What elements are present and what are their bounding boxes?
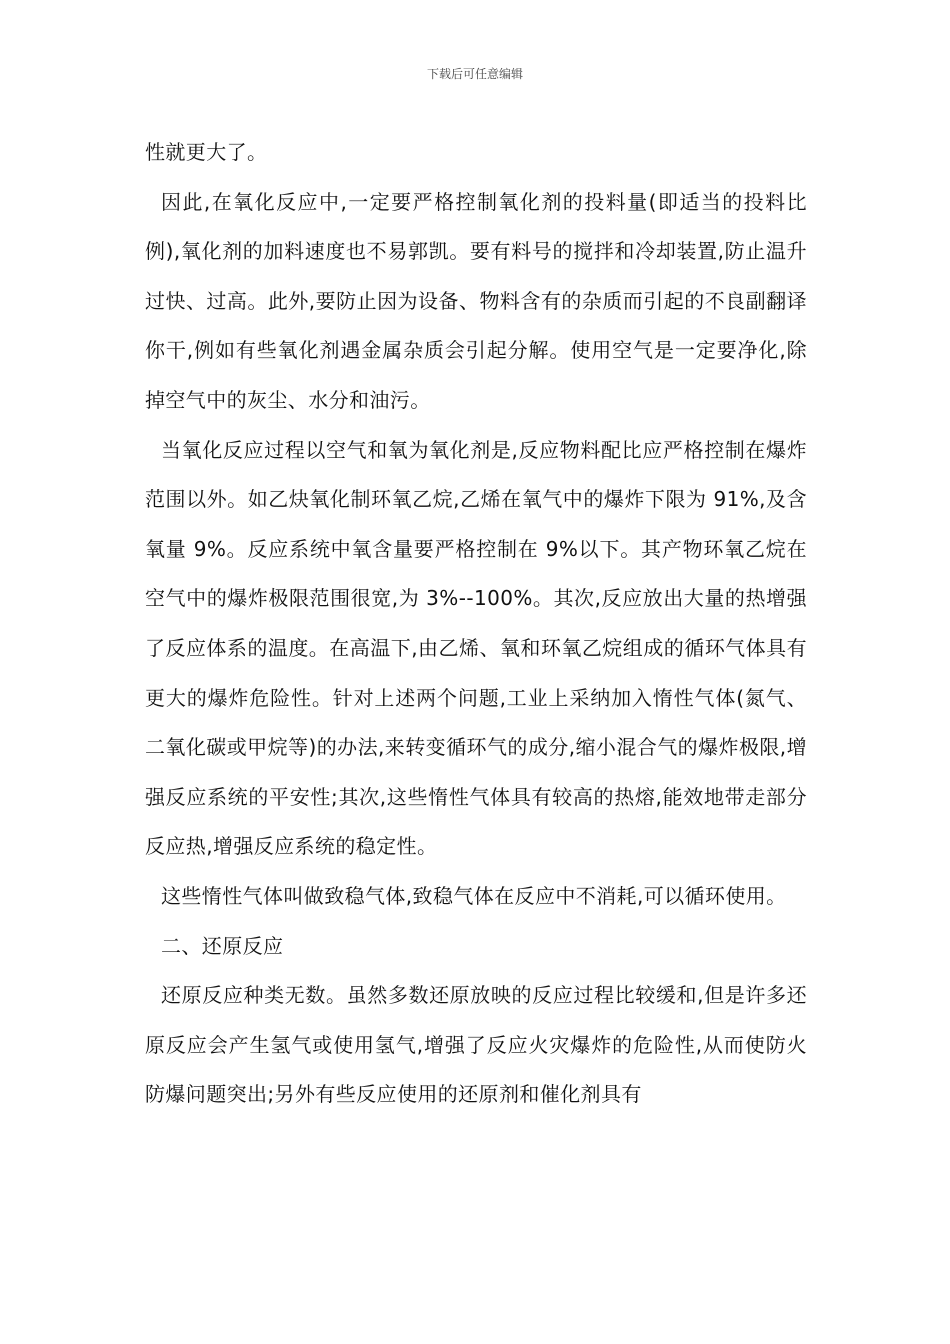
section-heading-reduction: 二、还原反应	[161, 933, 284, 958]
paragraph-oxidation-control: 因此,在氧化反应中,一定要严格控制氧化剂的投料量(即适当的投料比例),氧化剂的加料速度也不易郭凯。要有料号的搅拌和冷却装置,防止温升过快、过高。此外,要防止因为设备、物料含有的杂质而引起的不良副翻译你干,例如有些氧化剂遇金属杂质会引起分解。使用空气是一定要净化,除掉空气中的灰尘、水分和油污。	[145, 189, 807, 412]
paragraph-oxygen-oxidant: 当氧化反应过程以空气和氧为氧化剂是,反应物料配比应严格控制在爆炸范围以外。如乙炔氧化制环氧乙烷,乙烯在氧气中的爆炸下限为 91%,及含氧量 9%。反应系统中氧含量要严格控制在 9%以下。其产物环氧乙烷在空气中的爆炸极限范围很宽,为 3%--100%。其次,反应放出大量的热增强了反应体系的温度。在高温下,由乙烯、氧和环氧乙烷组成的循环气体具有更大的爆炸危险性。针对上述两个问题,工业上采纳加入惰性气体(氮气、二氧化碳或甲烷等)的办法,来转变循环气的成分,缩小混合气的爆炸极限,增强反应系统的平安性;其次,这些惰性气体具有较高的热熔,能效地带走部分反应热,增强反应系统的稳定性。	[145, 437, 807, 859]
header-note: 下载后可任意编辑	[426, 67, 523, 81]
paragraph-stabilizing-gas: 这些惰性气体叫做致稳气体,致稳气体在反应中不消耗,可以循环使用。	[161, 883, 787, 908]
paragraph-reduction: 还原反应种类无数。虽然多数还原放映的反应过程比较缓和,但是许多还原反应会产生氢气或使用氢气,增强了反应火灾爆炸的危险性,从而使防火防爆问题突出;另外有些反应使用的还原剂和催化剂具有	[145, 983, 807, 1107]
document-body	[145, 128, 807, 1120]
paragraph-continuation: 性就更大了。	[145, 140, 268, 164]
